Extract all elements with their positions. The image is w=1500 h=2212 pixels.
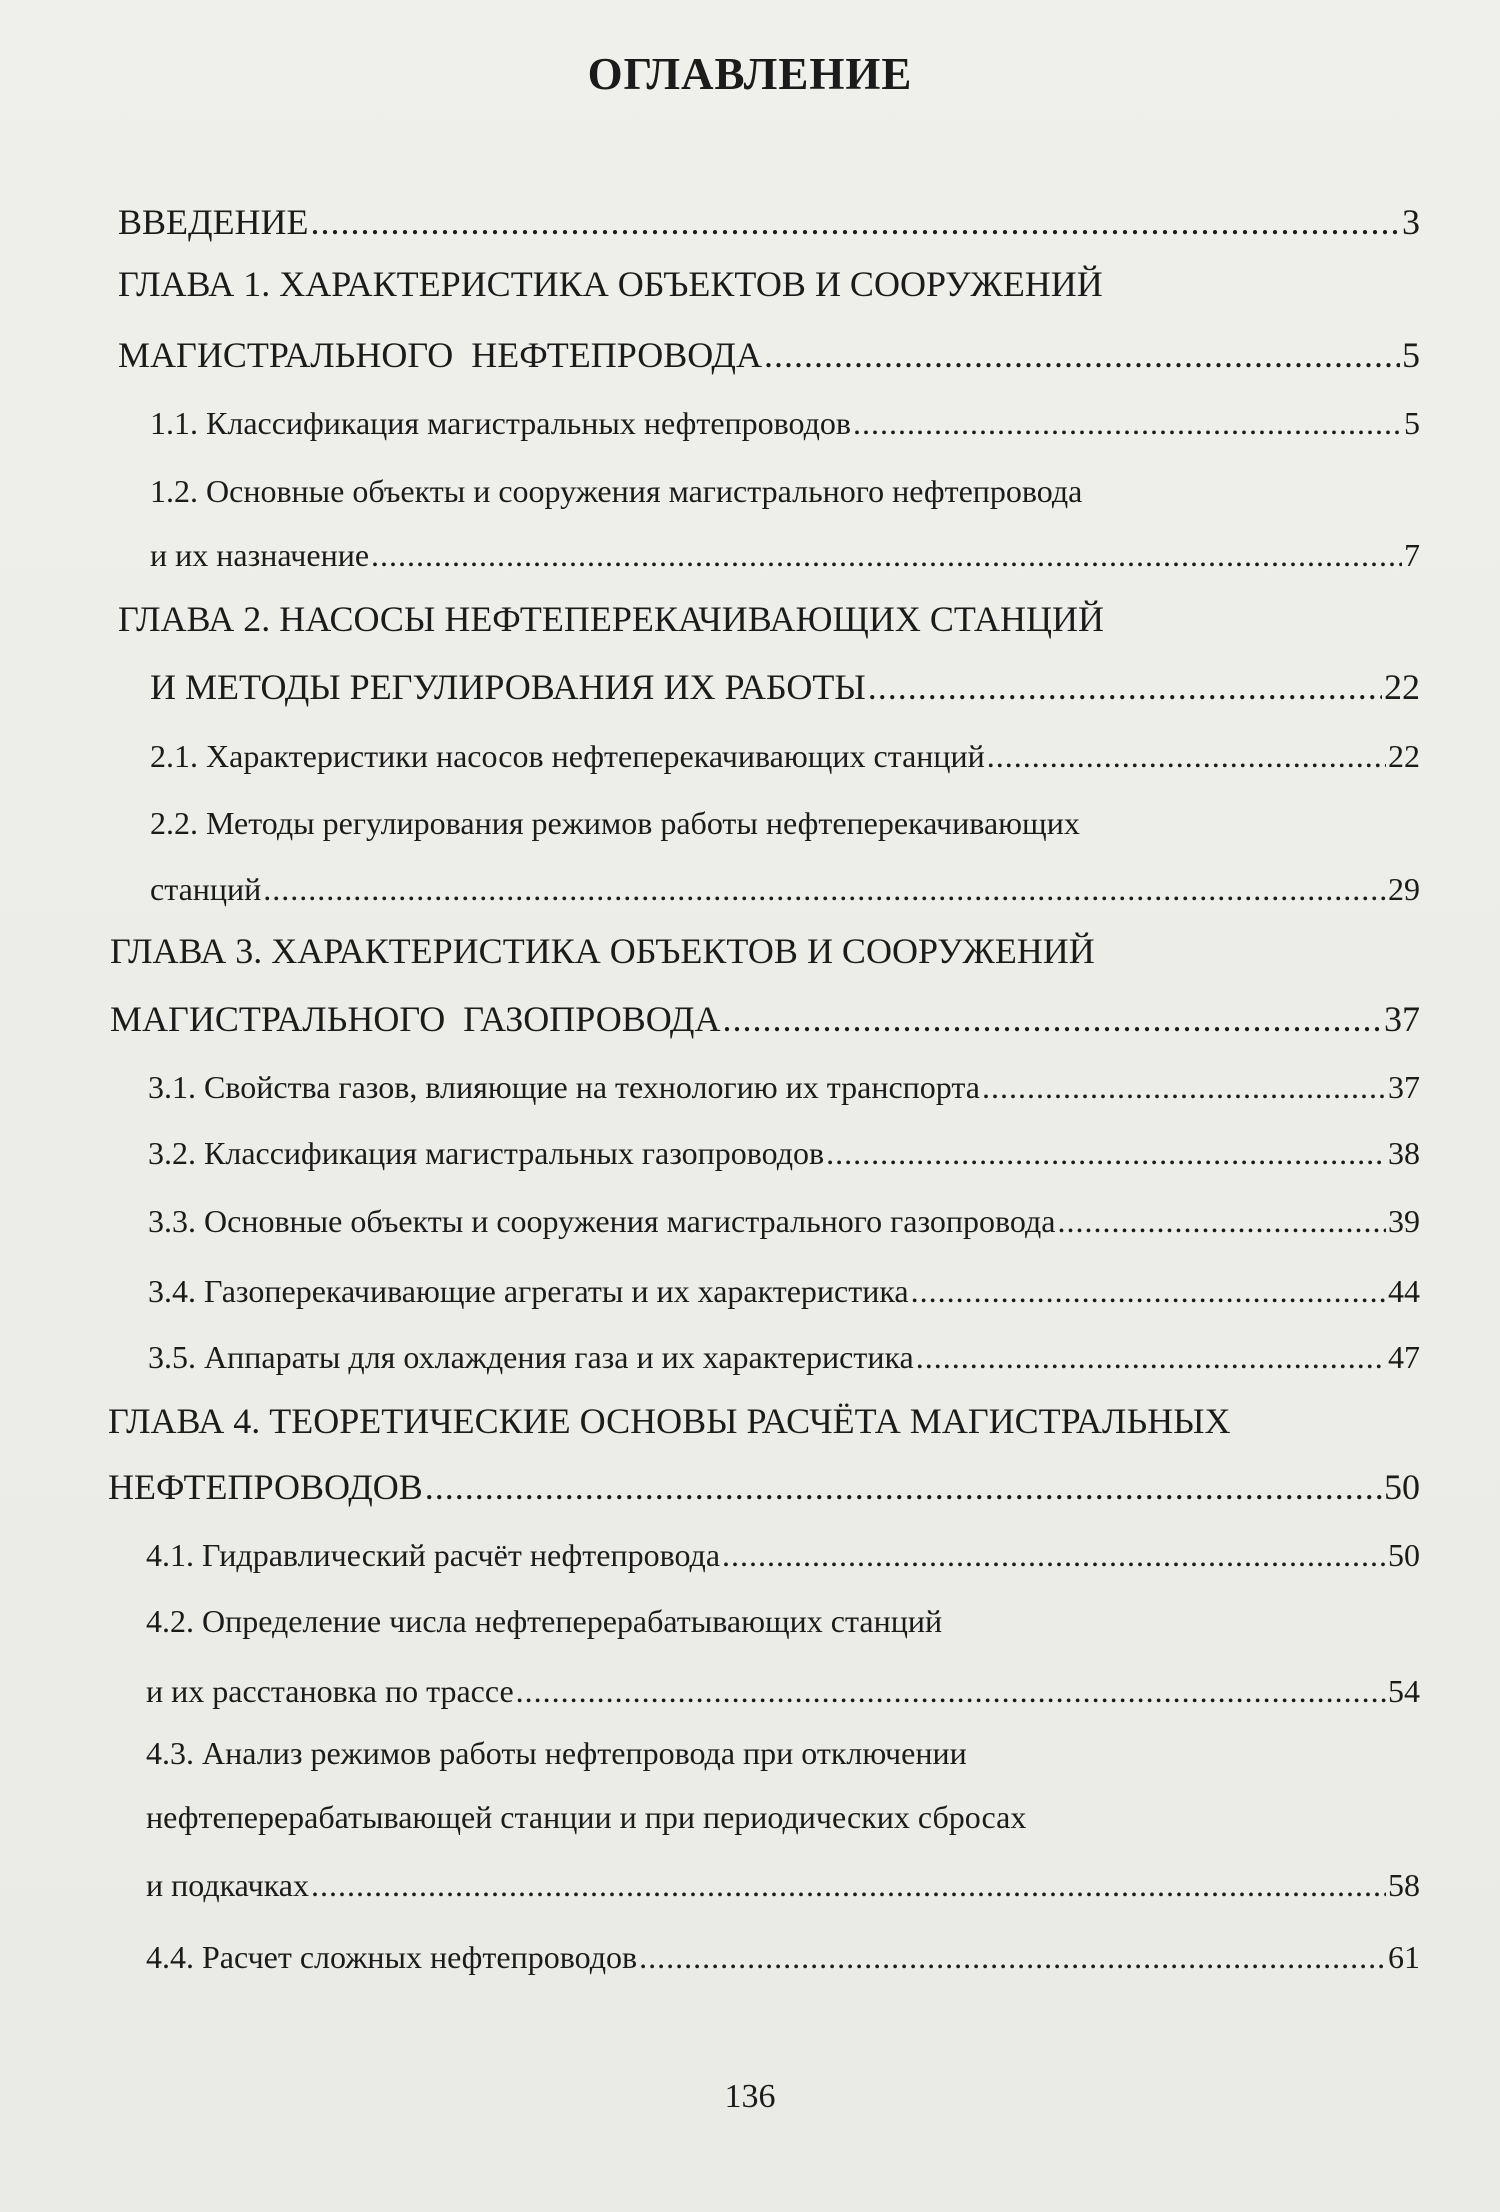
toc-entry-chapter-4-line-1 (108, 1396, 1231, 1446)
toc-entry-page: 22 (1384, 667, 1420, 707)
toc-leader-dots (916, 1332, 1386, 1382)
toc-entry-chapter-3-line-1 (110, 926, 1095, 976)
toc-entry-page: 29 (1388, 871, 1420, 907)
toc-entry-section-2-2-line-2 (150, 864, 1420, 914)
toc-entry-section-4-4 (146, 1932, 1420, 1982)
toc-entry-page: 5 (1402, 335, 1420, 375)
toc-entry-text: НЕФТЕПРОВОДОВ (108, 1467, 423, 1507)
toc-entry-section-3-3 (148, 1196, 1420, 1246)
toc-entry-text: и их расстановка по трассе (146, 1673, 514, 1709)
toc-leader-dots (639, 1932, 1386, 1982)
toc-leader-dots (1057, 1196, 1386, 1246)
toc-entry-text: и подкачках (146, 1867, 309, 1903)
toc-entry-section-3-2 (148, 1128, 1420, 1178)
toc-entry-section-3-1 (148, 1062, 1420, 1112)
toc-entry-text: 2.1. Характеристики насосов нефтеперекачивающих станций (150, 738, 985, 774)
toc-entry-text: 3.3. Основные объекты и сооружения магистрального газопровода (148, 1203, 1056, 1239)
toc-entry-text: МАГИСТРАЛЬНОГО ГАЗОПРОВОДА (110, 999, 721, 1039)
toc-leader-dots (853, 398, 1402, 448)
toc-entry-text: 1.1. Классификация магистральных нефтепроводов (150, 405, 851, 441)
toc-leader-dots (722, 1530, 1386, 1580)
toc-leader-dots (982, 1062, 1386, 1112)
toc-entry-chapter-1-line-2 (118, 330, 1420, 380)
toc-entry-section-4-2-line-1 (146, 1596, 942, 1646)
toc-leader-dots (868, 662, 1382, 712)
toc-entry-text: 4.3. Анализ режимов работы нефтепровода при отключении (146, 1735, 967, 1771)
toc-entry-page: 39 (1388, 1203, 1420, 1239)
toc-entry-page: 22 (1388, 738, 1420, 774)
toc-entry-page: 37 (1384, 999, 1420, 1039)
toc-entry-text: 2.2. Методы регулирования режимов работы нефтеперекачивающих (150, 805, 1080, 841)
toc-entry-text: 3.5. Аппараты для охлаждения газа и их характеристика (148, 1339, 914, 1375)
toc-leader-dots (911, 1266, 1386, 1316)
toc-entry-section-2-1 (150, 731, 1420, 781)
toc-leader-dots (764, 330, 1400, 380)
toc-entry-chapter-4-line-2 (108, 1462, 1420, 1512)
toc-entry-text: ГЛАВА 3. ХАРАКТЕРИСТИКА ОБЪЕКТОВ И СООРУЖЕНИЙ (110, 931, 1095, 971)
toc-entry-text: нефтеперерабатывающей станции и при периодических сбросах (146, 1799, 1027, 1835)
toc-entry-text: 3.1. Свойства газов, влияющие на технологию их транспорта (148, 1069, 980, 1105)
toc-entry-text: МАГИСТРАЛЬНОГО НЕФТЕПРОВОДА (118, 335, 762, 375)
toc-entry-section-4-3-line-2 (146, 1792, 1026, 1842)
toc-entry-text: 3.4. Газоперекачивающие агрегаты и их характеристика (148, 1273, 909, 1309)
toc-entry-text: 1.2. Основные объекты и сооружения магистрального нефтепровода (150, 473, 1083, 509)
toc-entry-section-1-2-line-2 (150, 530, 1420, 580)
toc-leader-dots (826, 1128, 1386, 1178)
toc-entry-section-4-1 (146, 1530, 1420, 1580)
toc-entry-page: 38 (1388, 1135, 1420, 1171)
toc-entry-section-2-2-line-1 (150, 798, 1080, 848)
toc-entry-page: 5 (1404, 405, 1420, 441)
toc-entry-text: ВВЕДЕНИЕ (118, 202, 309, 242)
toc-entry-page: 61 (1388, 1939, 1420, 1975)
toc-entry-page: 58 (1388, 1867, 1420, 1903)
toc-entry-page: 7 (1404, 537, 1420, 573)
toc-entry-chapter-2-line-1 (118, 594, 1104, 644)
toc-entry-page: 44 (1388, 1273, 1420, 1309)
toc-leader-dots (425, 1462, 1382, 1512)
toc-leader-dots (311, 197, 1400, 247)
toc-entry-text: ГЛАВА 4. ТЕОРЕТИЧЕСКИЕ ОСНОВЫ РАСЧЁТА МАГИСТРАЛЬНЫХ (108, 1401, 1231, 1441)
toc-entry-page: 37 (1388, 1069, 1420, 1105)
toc-entry-page: 50 (1384, 1467, 1420, 1507)
toc-entry-text: ГЛАВА 1. ХАРАКТЕРИСТИКА ОБЪЕКТОВ И СООРУЖЕНИЙ (118, 264, 1103, 304)
toc-entry-introduction (118, 197, 1420, 247)
toc-leader-dots (311, 1860, 1386, 1910)
toc-entry-text: И МЕТОДЫ РЕГУЛИРОВАНИЯ ИХ РАБОТЫ (150, 667, 866, 707)
toc-entry-chapter-1-line-1 (118, 259, 1103, 309)
toc-entry-chapter-2-line-2 (150, 662, 1420, 712)
toc-entry-text: 4.2. Определение числа нефтеперерабатывающих станций (146, 1603, 943, 1639)
toc-entry-page: 3 (1402, 202, 1420, 242)
toc-entry-text: станций (150, 871, 262, 907)
toc-entry-section-4-3-line-1 (146, 1728, 967, 1778)
toc-title: ОГЛАВЛЕНИЕ (587, 49, 913, 99)
toc-leader-dots (987, 731, 1386, 781)
toc-entry-text: ГЛАВА 2. НАСОСЫ НЕФТЕПЕРЕКАЧИВАЮЩИХ СТАНЦИЙ (118, 599, 1105, 639)
toc-entry-page: 54 (1388, 1673, 1420, 1709)
toc-entry-text: 4.1. Гидравлический расчёт нефтепровода (146, 1537, 721, 1573)
toc-entry-section-4-3-line-3 (146, 1860, 1420, 1910)
toc-entry-section-3-5 (148, 1332, 1420, 1382)
toc-leader-dots (371, 530, 1402, 580)
toc-leader-dots (723, 994, 1383, 1044)
toc-entry-page: 47 (1388, 1339, 1420, 1375)
toc-entry-text: 4.4. Расчет сложных нефтепроводов (146, 1939, 638, 1975)
toc-entry-chapter-3-line-2 (110, 994, 1420, 1044)
toc-entry-text: и их назначение (150, 537, 370, 573)
toc-entry-section-4-2-line-2 (146, 1666, 1420, 1716)
toc-entry-section-1-2-line-1 (150, 466, 1082, 516)
toc-leader-dots (263, 864, 1386, 914)
toc-entry-section-1-1 (150, 398, 1420, 448)
toc-entry-section-3-4 (148, 1266, 1420, 1316)
toc-entry-page: 50 (1388, 1537, 1420, 1573)
toc-leader-dots (516, 1666, 1386, 1716)
toc-entry-text: 3.2. Классификация магистральных газопроводов (148, 1135, 825, 1171)
page-number: 136 (724, 2078, 776, 2115)
